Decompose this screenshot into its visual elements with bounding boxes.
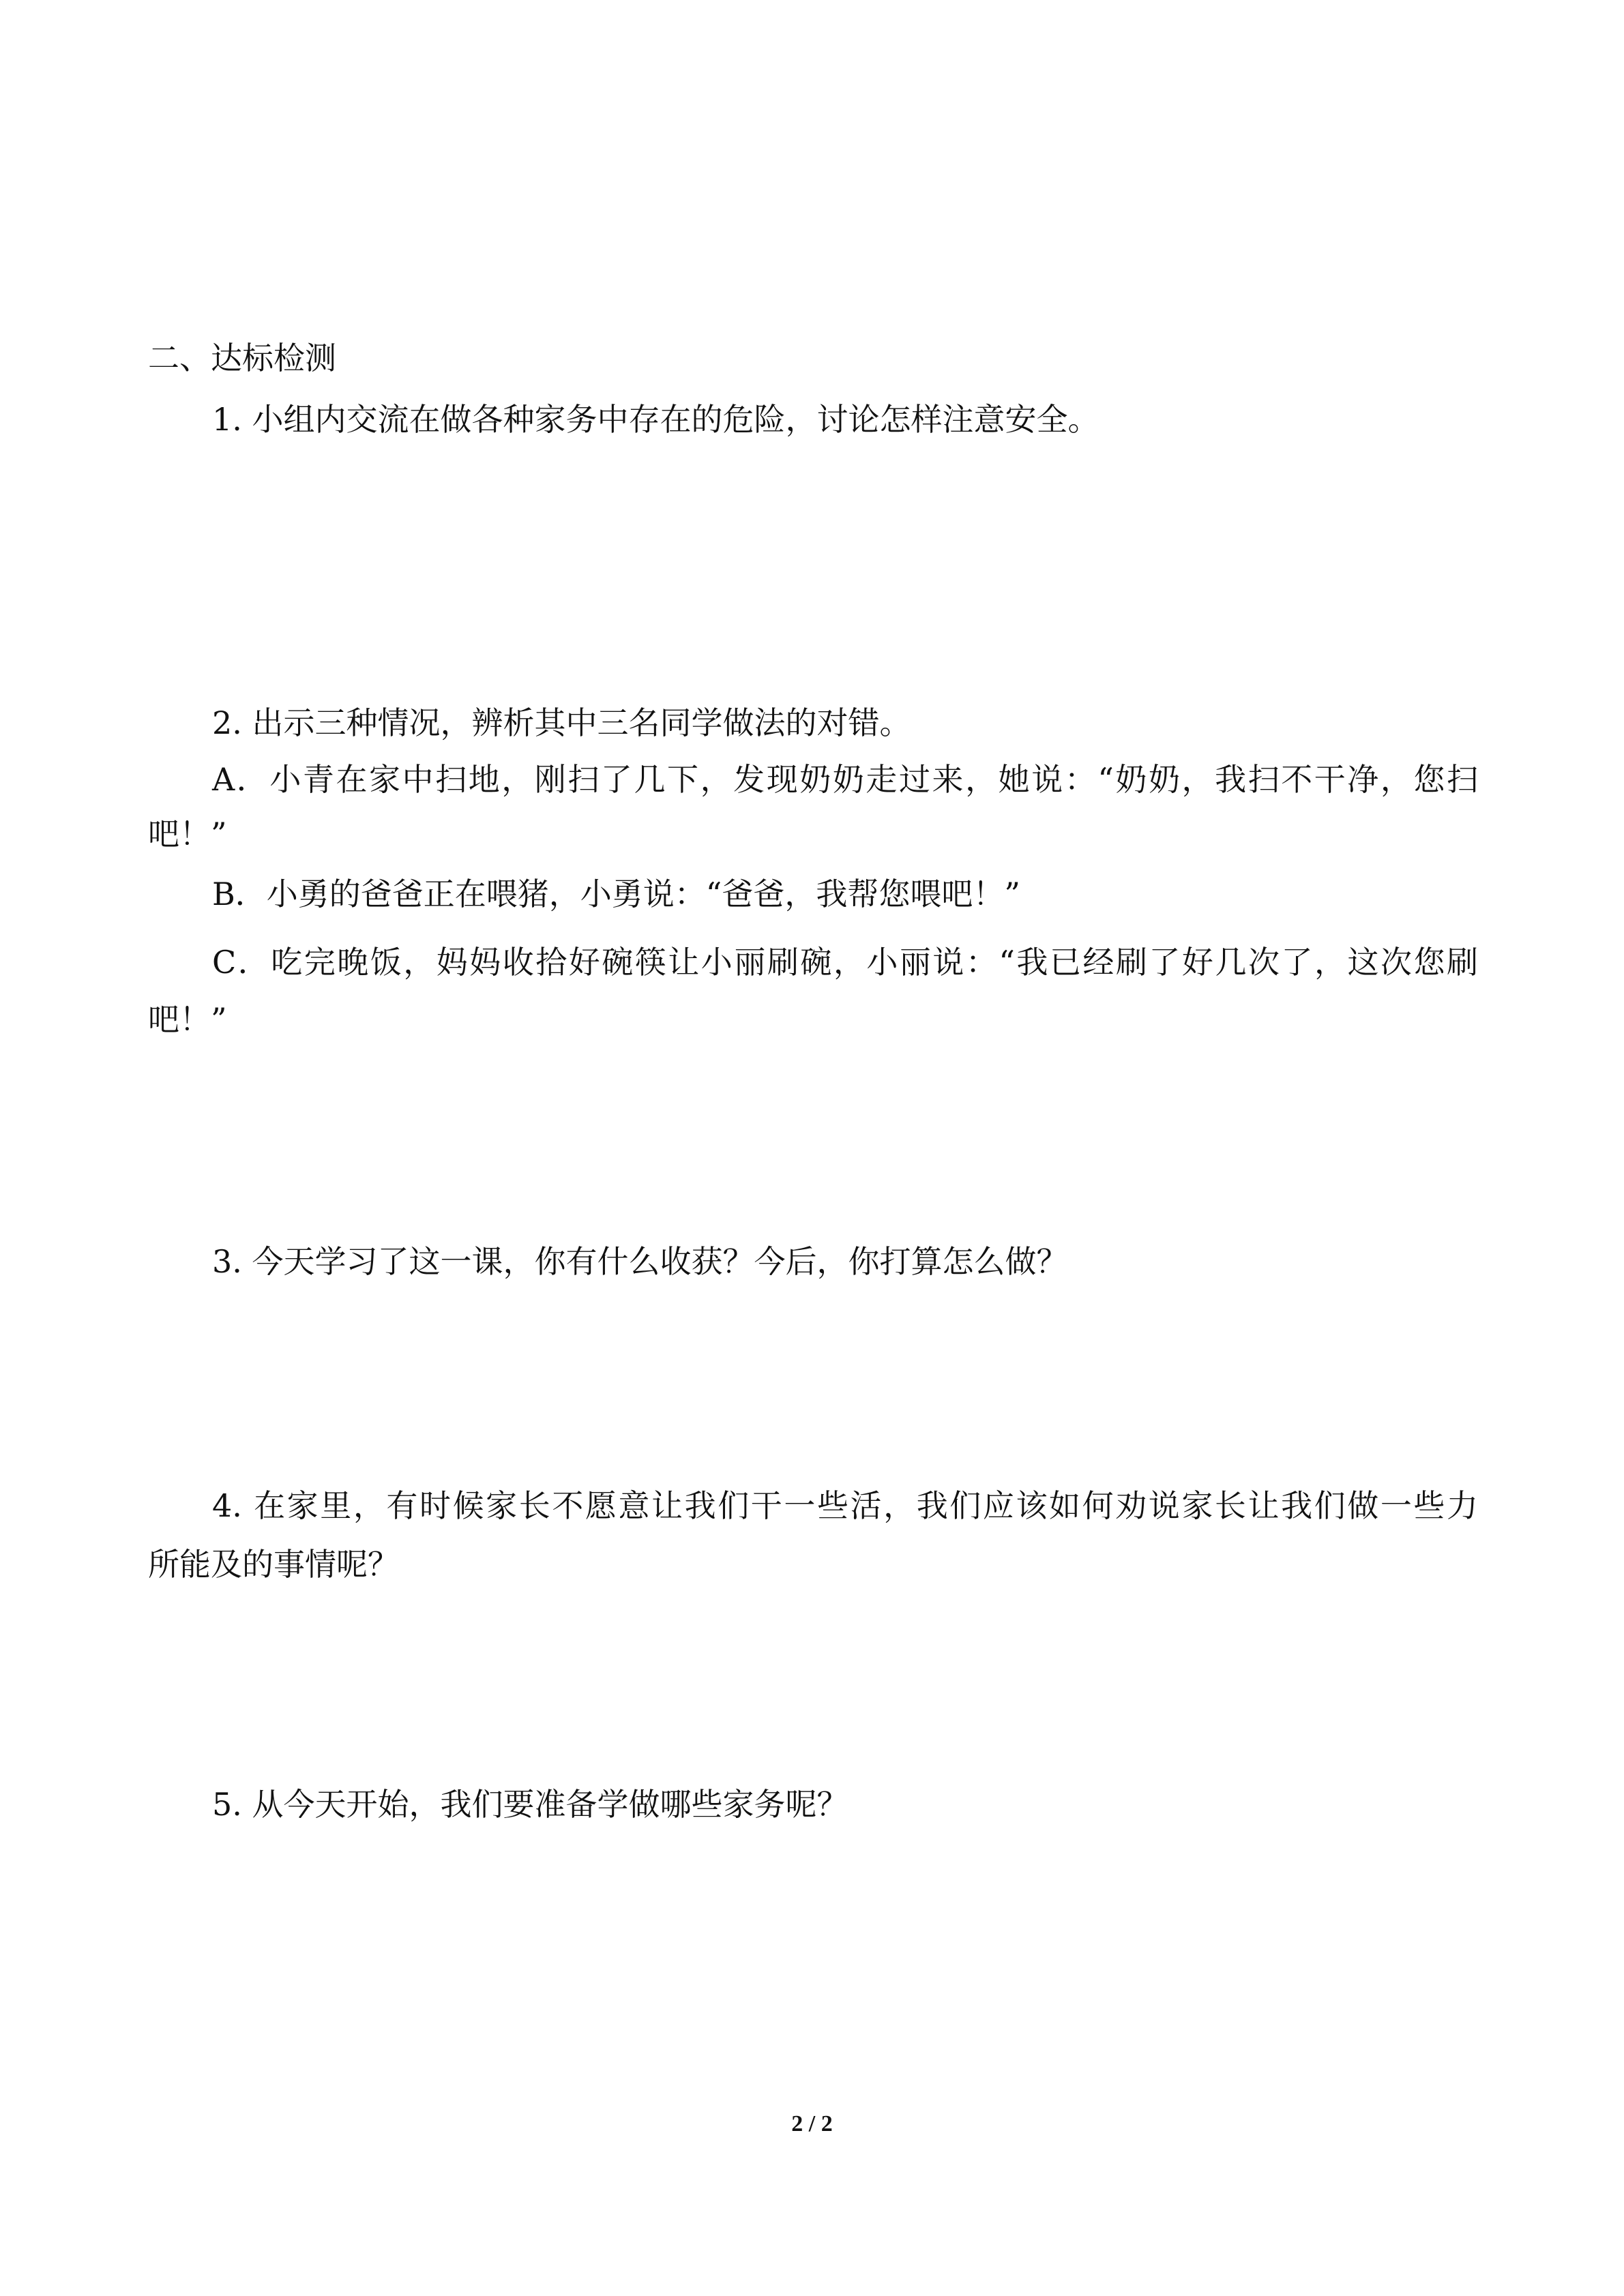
page-number: 2 / 2 <box>791 2111 833 2136</box>
question-2: 2. 出示三种情况，辨析其中三名同学做法的对错。 <box>212 704 911 741</box>
question-4-line-2: 所能及的事情呢？ <box>148 1546 399 1583</box>
question-2-option-c-line-1: C．吃完晚饭，妈妈收拾好碗筷让小丽刷碗，小丽说：“我已经刷了好几次了，这次您刷 <box>212 944 1478 981</box>
question-1: 1. 小组内交流在做各种家务中存在的危险，讨论怎样注意安全。 <box>212 401 1099 438</box>
section-heading: 二、达标检测 <box>148 340 336 376</box>
question-2-option-a-line-2: 吧！” <box>148 816 227 852</box>
question-3: 3. 今天学习了这一课，你有什么收获？今后，你打算怎么做？ <box>212 1243 1068 1280</box>
question-4-line-1: 4. 在家里，有时候家长不愿意让我们干一些活，我们应该如何劝说家长让我们做一些力 <box>212 1487 1478 1524</box>
question-2-option-b: B．小勇的爸爸正在喂猪，小勇说：“爸爸，我帮您喂吧！” <box>212 876 1020 912</box>
question-2-option-a-line-1: A．小青在家中扫地，刚扫了几下，发现奶奶走过来，她说：“奶奶，我扫不干净，您扫 <box>212 761 1478 798</box>
question-2-option-c-line-2: 吧！” <box>148 1001 227 1038</box>
question-5: 5. 从今天开始，我们要准备学做哪些家务呢？ <box>212 1786 848 1823</box>
